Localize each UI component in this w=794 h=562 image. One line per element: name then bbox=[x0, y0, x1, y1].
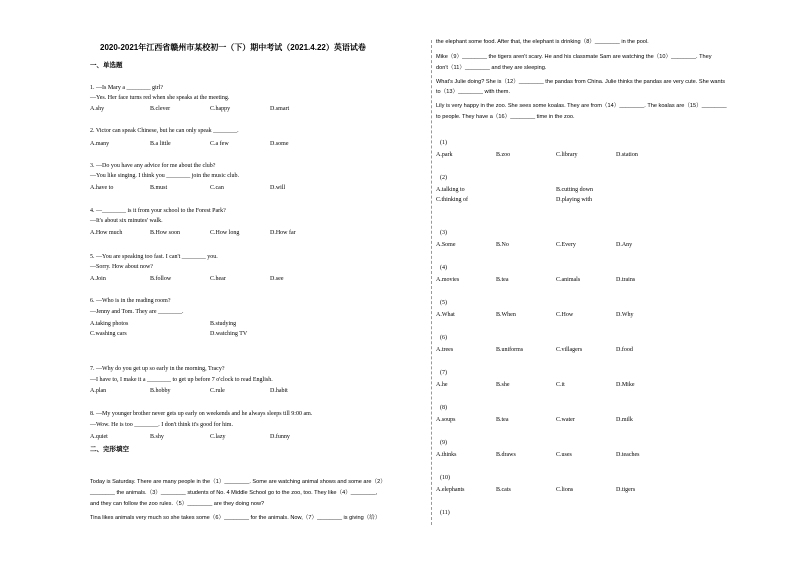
option-b[interactable]: B.draws bbox=[496, 452, 516, 458]
option-a[interactable]: A.plan bbox=[90, 388, 107, 394]
passage-line: Mike（9）________ the tigers aren't scary. He and his classmate Sam are watching the（10）________. They bbox=[436, 54, 712, 60]
option-c[interactable]: C.How bbox=[556, 312, 574, 318]
option-b[interactable]: B.studying bbox=[210, 321, 237, 327]
passage-line: Tina likes animals very much so she takes some（6）________ for the animals. Now,（7）________ is giving（给） bbox=[90, 515, 381, 521]
option-b[interactable]: B.When bbox=[496, 312, 516, 318]
option-c[interactable]: C.a few bbox=[210, 141, 229, 147]
passage-line: Today is Saturday. There are many people in the（1）________. Some are watching animal shows and some are（2） bbox=[90, 479, 386, 485]
option-a[interactable]: A.he bbox=[436, 382, 448, 388]
passage-line: ________ the animals.（3）________ students of No. 4 Middle School go to the zoo, too. They like（4）________, bbox=[90, 490, 378, 496]
cloze-number: (4) bbox=[440, 265, 447, 271]
option-a[interactable]: A.thinks bbox=[436, 452, 457, 458]
option-a[interactable]: A.Join bbox=[90, 276, 106, 282]
passage-line: the elephant some food. After that, the elephant is drinking（8）________ in the pool. bbox=[436, 39, 649, 45]
option-b[interactable]: B.must bbox=[150, 185, 168, 191]
passage-line: What's Julie doing? She is（12）________ the pandas from China. Julie thinks the pandas are very cute. She wants bbox=[436, 79, 726, 85]
option-b[interactable]: B.cats bbox=[496, 487, 511, 493]
option-a[interactable]: A.many bbox=[90, 141, 110, 147]
cloze-number: (7) bbox=[440, 370, 447, 376]
option-c[interactable]: C.hear bbox=[210, 276, 226, 282]
question-stem: 8. —My younger brother never gets up early on weekends and he always sleeps till 9:00 am. bbox=[90, 411, 313, 417]
option-c[interactable]: C.library bbox=[556, 152, 578, 158]
option-c[interactable]: C.lions bbox=[556, 487, 574, 493]
option-d[interactable]: D.tigers bbox=[616, 487, 636, 493]
option-c[interactable]: C.can bbox=[210, 185, 224, 191]
option-a[interactable]: A.Some bbox=[436, 242, 456, 248]
question-stem: 6. —Who is in the reading room? bbox=[90, 298, 171, 304]
option-d[interactable]: D.station bbox=[616, 152, 638, 158]
passage-line: and they can follow the zoo rules.（5）________ are they doing now? bbox=[90, 501, 265, 507]
cloze-number: (5) bbox=[440, 300, 447, 306]
question-stem: —Yes. Her face turns red when she speaks at the meeting. bbox=[90, 95, 230, 101]
cloze-number: (3) bbox=[440, 230, 447, 236]
option-a[interactable]: A.park bbox=[436, 152, 453, 158]
option-b[interactable]: B.follow bbox=[150, 276, 172, 282]
question-stem: —It's about six minutes' walk. bbox=[90, 218, 163, 224]
option-a[interactable]: A.trees bbox=[436, 347, 454, 353]
section-heading-cloze: 二、完形填空 bbox=[90, 446, 129, 453]
option-a[interactable]: A.What bbox=[436, 312, 455, 318]
option-c[interactable]: C.it bbox=[556, 382, 565, 388]
passage-line: don't（11）________ and they are sleeping. bbox=[436, 65, 547, 71]
option-d[interactable]: D.Why bbox=[616, 312, 634, 318]
cloze-number: (1) bbox=[440, 140, 447, 146]
option-c[interactable]: C.uses bbox=[556, 452, 572, 458]
option-b[interactable]: B.tea bbox=[496, 417, 509, 423]
option-b[interactable]: B.tea bbox=[496, 277, 509, 283]
question-stem: 2. Victor can speak Chinese, but he can only speak ________. bbox=[90, 128, 239, 134]
option-d[interactable]: D.some bbox=[270, 141, 289, 147]
option-a[interactable]: A.talking to bbox=[436, 187, 465, 193]
passage-line: Lily is very happy in the zoo. She sees some koalas. They are from（14）________. The koalas are（15）________ bbox=[436, 103, 727, 109]
cloze-number: (2) bbox=[440, 175, 447, 181]
option-c[interactable]: C.Every bbox=[556, 242, 576, 248]
option-a[interactable]: A.elephants bbox=[436, 487, 465, 493]
option-a[interactable]: A.taking photos bbox=[90, 321, 129, 327]
option-a[interactable]: A.How much bbox=[90, 230, 123, 236]
option-d[interactable]: D.trains bbox=[616, 277, 636, 283]
passage-line: to people. They have a（16）________ time in the zoo. bbox=[436, 114, 575, 120]
question-stem: 5. —You are speaking too fast. I can't ________ you. bbox=[90, 254, 218, 260]
option-b[interactable]: B.clever bbox=[150, 106, 171, 112]
option-c[interactable]: C.villagers bbox=[556, 347, 583, 353]
question-stem: 3. —Do you have any advice for me about the club? bbox=[90, 163, 216, 169]
option-b[interactable]: B.cutting down bbox=[556, 187, 593, 193]
question-stem: —Jenny and Tom. They are ________. bbox=[90, 309, 184, 315]
question-stem: —You like singing. I think you ________ join the music club. bbox=[90, 173, 240, 179]
option-d[interactable]: D.funny bbox=[270, 434, 290, 440]
cloze-number: (8) bbox=[440, 405, 447, 411]
option-b[interactable]: B.How soon bbox=[150, 230, 181, 236]
option-c[interactable]: C.lazy bbox=[210, 434, 226, 440]
cloze-number: (10) bbox=[440, 475, 450, 481]
option-d[interactable]: D.playing with bbox=[556, 197, 592, 203]
option-c[interactable]: C.water bbox=[556, 417, 575, 423]
option-b[interactable]: B.shy bbox=[150, 434, 164, 440]
option-d[interactable]: D.see bbox=[270, 276, 284, 282]
option-d[interactable]: D.smart bbox=[270, 106, 290, 112]
cloze-number: (11) bbox=[440, 510, 450, 516]
cloze-number: (6) bbox=[440, 335, 447, 341]
option-d[interactable]: D.habit bbox=[270, 388, 288, 394]
question-stem: —Wow. He is too ________. I don't think it's good for him. bbox=[90, 422, 233, 428]
column-divider bbox=[431, 40, 432, 525]
option-d[interactable]: D.Any bbox=[616, 242, 633, 248]
option-a[interactable]: A.shy bbox=[90, 106, 105, 112]
page-title: 2020-2021年江西省赣州市某校初一（下）期中考试（2021.4.22）英语试卷 bbox=[100, 43, 366, 52]
option-b[interactable]: B.she bbox=[496, 382, 510, 388]
option-d[interactable]: D.will bbox=[270, 185, 286, 191]
option-b[interactable]: B.No bbox=[496, 242, 509, 248]
passage-line: to（13）________ with them. bbox=[436, 89, 511, 95]
option-c[interactable]: C.happy bbox=[210, 106, 231, 112]
option-d[interactable]: D.Mike bbox=[616, 382, 635, 388]
option-a[interactable]: A.movies bbox=[436, 277, 460, 283]
option-a[interactable]: A.quiet bbox=[90, 434, 108, 440]
option-c[interactable]: C.animals bbox=[556, 277, 581, 283]
option-b[interactable]: B.uniforms bbox=[496, 347, 524, 353]
option-a[interactable]: A.have to bbox=[90, 185, 114, 191]
question-stem: 1. —Is Mary a ________ girl? bbox=[90, 85, 163, 91]
option-d[interactable]: D.milk bbox=[616, 417, 633, 423]
section-heading-single-choice: 一、单选题 bbox=[90, 62, 123, 69]
option-a[interactable]: A.soups bbox=[436, 417, 456, 423]
option-c[interactable]: C.thinking of bbox=[436, 197, 469, 203]
option-c[interactable]: C.washing cars bbox=[90, 331, 127, 337]
question-stem: 4. —________ is it from your school to the Forest Park? bbox=[90, 208, 226, 214]
option-d[interactable]: D.How far bbox=[270, 230, 296, 236]
option-b[interactable]: B.zoo bbox=[496, 152, 511, 158]
option-d[interactable]: D.food bbox=[616, 347, 633, 353]
option-b[interactable]: B.a little bbox=[150, 141, 171, 147]
question-stem: —I have to, I make it a ________ to get up before 7 o'clock to read English. bbox=[90, 377, 273, 383]
option-d[interactable]: D.watching TV bbox=[210, 331, 248, 337]
option-c[interactable]: C.rule bbox=[210, 388, 225, 394]
option-b[interactable]: B.hobby bbox=[150, 388, 171, 394]
question-stem: 7. —Why do you get up so early in the morning, Tracy? bbox=[90, 366, 225, 372]
option-c[interactable]: C.How long bbox=[210, 230, 240, 236]
option-d[interactable]: D.teaches bbox=[616, 452, 640, 458]
cloze-number: (9) bbox=[440, 440, 447, 446]
question-stem: —Sorry. How about now? bbox=[90, 264, 153, 270]
